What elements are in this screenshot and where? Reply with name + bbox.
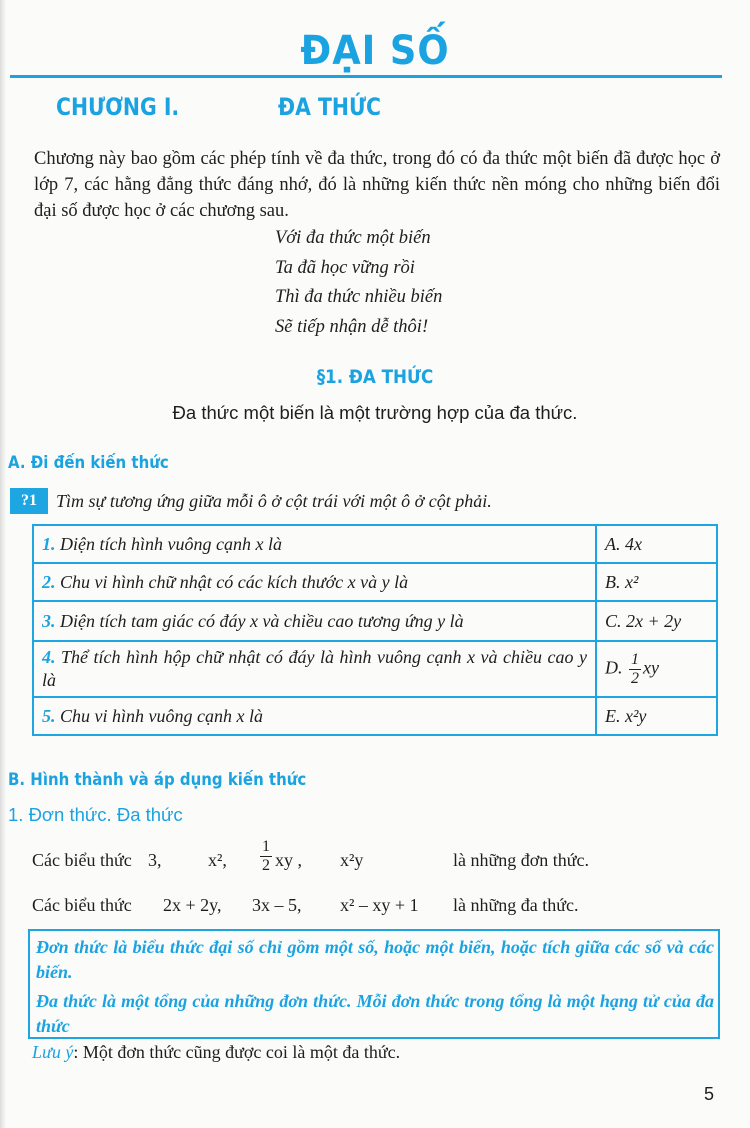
page-spine-shadow — [0, 0, 6, 1128]
right-cell: E. x²y — [596, 697, 717, 735]
table-row — [33, 641, 717, 697]
question-badge: ?1 — [10, 488, 48, 514]
poem-line: Với đa thức một biến — [275, 228, 431, 248]
part-a-heading: A. Đi đến kiến thức — [8, 453, 169, 473]
left-cell: 3. Diện tích tam giác có đáy x và chiều cao tương ứng y là — [33, 601, 596, 641]
chapter-name: ĐA THỨC — [278, 93, 381, 121]
monomial-definition: Đơn thức là biểu thức đại số chỉ gồm một số, hoặc một biến, hoặc tích giữa các số và các biến. — [36, 937, 714, 982]
table-row — [33, 525, 717, 563]
subsection-heading: 1. Đơn thức. Đa thức — [8, 804, 183, 825]
note-text: : Một đơn thức cũng được coi là một đa thức. — [73, 1042, 401, 1062]
table-row — [33, 697, 717, 735]
page-number: 5 — [704, 1084, 715, 1104]
right-cell: C. 2x + 2y — [596, 601, 717, 641]
title-divider — [10, 75, 722, 78]
intro-poem — [275, 224, 442, 342]
left-cell: 4. Thể tích hình hộp chữ nhật có đáy là hình vuông cạnh x và chiều cao y là — [33, 641, 596, 697]
textbook-page: ĐẠI SỐ CHƯƠNG I. ĐA THỨC Chương này bao gồm các phép tính về đa thức, trong đó có đa thức một biến đã được học ở lớp 7, các hằng đẳng thức đáng nhớ, đó là những kiến thức nền móng cho những biến đổi đại số được học ở các chương sau. Với đa thức một biến Ta đã học vững rồi Thì đa thức nhiều biến Sẽ tiếp nhận dễ thôi! §1. ĐA THỨC Đa thức một biến là một trường hợp của đa thức. A. Đi đến kiến thức ?1 Tìm sự tương ứng giữa mỗi ô ở cột trái với một ô ở cột phải. 1. Diện tích hình vuông cạnh x là A. 4x 2. Chu vi hình chữ nhật có các kích thước x và y là B. x² 3. Diện tích tam giác có đáy x và chiều cao tương ứng y là C. 2x + 2y 4. Thể tích hình hộp chữ nhật có đáy là hình vuông cạnh x và chiều cao y là D. $\frac{1}{2}$ xy 5. Chu vi hình vuông cạnh x là E. x²y B. Hình thành và áp dụng kiến thức 1. Đơn thức. Đa thức Các biểu thức 3, x², $\frac{1}{2}$ xy , x²y là những đơn thức. Các biểu thức 2x + 2y, 3x – 5, x² – xy + 1 là những đa thức. Đơn thức là biểu thức đại số chỉ gồm một số, hoặc một biến, hoặc tích giữa các số và các biến. Đa thức là một tổng của những đơn thức. Mỗi đơn thức trong tổng là một hạng tử của đa thức Lưu ý: Một đơn thức cũng được coi là một đa thức. 5 — [0, 0, 750, 1128]
table-row — [33, 563, 717, 601]
question-text: Tìm sự tương ứng giữa mỗi ô ở cột trái với một ô ở cột phải. — [56, 490, 492, 511]
matching-table — [32, 524, 718, 736]
right-cell: A. 4x — [596, 525, 717, 563]
note-label: Lưu ý — [32, 1042, 74, 1062]
right-cell: D. $\frac{1}{2}$ xy — [596, 641, 717, 697]
poem-line: Sẽ tiếp nhận dễ thôi! — [275, 316, 429, 337]
section-title: §1. ĐA THỨC — [316, 366, 434, 388]
chapter-intro: Chương này bao gồm các phép tính về đa thức, trong đó có đa thức một biến đã được học ở lớp 7, các hằng đẳng thức đáng nhớ, đó là những kiến thức nền móng cho những biến đổi đại số được học ở các chương sau. — [34, 149, 720, 221]
definition-box — [28, 929, 720, 1039]
table-row — [33, 601, 717, 641]
question-1 — [10, 488, 492, 514]
part-b-heading: B. Hình thành và áp dụng kiến thức — [8, 770, 307, 790]
part-title: ĐẠI SỐ — [300, 28, 450, 74]
poem-line: Ta đã học vững rồi — [275, 257, 415, 278]
left-cell: 5. Chu vi hình vuông cạnh x là — [33, 697, 596, 735]
section-subtitle: Đa thức một biến là một trường hợp của đa thức. — [172, 402, 578, 423]
fraction: $\frac{1}{2}$ — [262, 838, 270, 874]
polynomial-definition: Đa thức là một tổng của những đơn thức. Mỗi đơn thức trong tổng là một hạng tử của đa thức — [36, 991, 714, 1036]
left-cell: 1. Diện tích hình vuông cạnh x là — [33, 525, 596, 563]
note — [32, 1042, 400, 1063]
fraction: $\frac{1}{2}$ — [631, 650, 639, 687]
right-cell: B. x² — [596, 563, 717, 601]
poem-line: Thì đa thức nhiều biến — [275, 287, 443, 307]
left-cell: 2. Chu vi hình chữ nhật có các kích thước x và y là — [33, 563, 596, 601]
chapter-label: CHƯƠNG I. — [56, 93, 180, 121]
